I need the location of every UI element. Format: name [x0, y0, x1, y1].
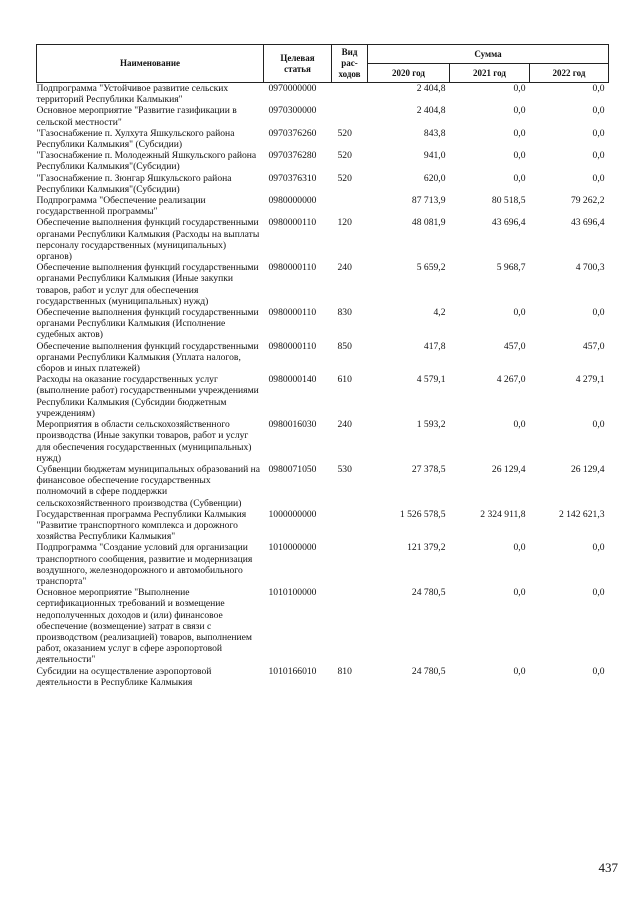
table-row: [37, 419, 609, 464]
row-name: "Газоснабжение п. Молодежный Яшкульского района Республики Калмыкия"(Субсидии): [36, 150, 257, 173]
row-target-code: 0980000110: [268, 340, 317, 352]
row-expense-type: 240: [337, 262, 352, 274]
row-expense-type: 530: [337, 463, 352, 475]
header-year-2020: 2020 год: [368, 64, 450, 83]
table-row: [37, 105, 609, 127]
row-target-code: 0970000000: [268, 83, 317, 94]
table-header: [37, 45, 609, 83]
row-expense-type: [332, 195, 368, 217]
row-amount-2020: 620,0: [423, 172, 446, 184]
row-amount-2022: 0,0: [592, 307, 605, 319]
row-name: Субвенции бюджетам муниципальных образований на финансовое обеспечение государственных полномочий в сфере поддержки сельскохозяйственного производства (Субвенции): [36, 463, 261, 509]
row-amount-2021: 5 968,7: [496, 262, 526, 274]
row-amount-2021: 2 324 911,8: [480, 508, 526, 520]
row-amount-2020: 417,8: [423, 340, 446, 352]
header-type: Вид рас-ходов: [332, 45, 368, 83]
row-amount-2021: 0,0: [513, 587, 526, 599]
row-amount-2020: 27 378,5: [411, 463, 446, 475]
header-name: Наименование: [37, 45, 264, 83]
row-target-code: 1010000000: [268, 542, 317, 554]
row-target-code: 0970376310: [268, 172, 317, 184]
budget-table: [36, 44, 609, 688]
row-amount-2022: 0,0: [592, 127, 605, 139]
row-amount-2020: 941,0: [423, 150, 446, 162]
table-row: [37, 150, 609, 172]
row-amount-2022: 0,0: [592, 665, 605, 677]
row-target-code: 0980000110: [268, 262, 317, 274]
table-row: [37, 173, 609, 195]
row-amount-2022: 0,0: [592, 172, 605, 184]
header-year-2022: 2022 год: [530, 64, 609, 83]
table-row: [37, 509, 609, 543]
row-amount-2020: 2 404,8: [416, 83, 446, 94]
row-target-code: 0970300000: [268, 105, 317, 117]
row-amount-2021: 26 129,4: [491, 463, 526, 475]
row-target-code: 0980016030: [268, 419, 317, 431]
row-expense-type: 850: [337, 340, 352, 352]
table-body: [37, 83, 609, 688]
row-name: Подпрограмма "Устойчивое развитие сельских территорий Республики Калмыкия": [36, 83, 229, 106]
row-name: Субсидии на осуществление аэропортовой деятельности в Республике Калмыкия: [36, 665, 212, 688]
row-amount-2021: 0,0: [513, 419, 526, 431]
table-row: [37, 666, 609, 688]
table-row: [37, 195, 609, 217]
row-amount-2020: 4 579,1: [416, 374, 446, 386]
table-row: [37, 464, 609, 509]
row-amount-2020: 24 780,5: [411, 665, 446, 677]
table-row: [37, 341, 609, 375]
table-row: [37, 374, 609, 419]
row-expense-type: [332, 542, 368, 587]
row-target-code: 0980000140: [268, 374, 317, 386]
row-expense-type: 240: [337, 419, 352, 431]
row-name: Основное мероприятие "Развитие газификации в сельской местности": [36, 105, 237, 128]
row-amount-2021: 0,0: [513, 307, 526, 319]
row-amount-2020: 87 713,9: [411, 195, 446, 207]
row-expense-type: 830: [337, 307, 352, 319]
row-expense-type: [332, 83, 368, 106]
row-expense-type: [332, 509, 368, 543]
row-amount-2020: 48 081,9: [411, 217, 446, 229]
row-amount-2020: 24 780,5: [411, 587, 446, 599]
table-row: [37, 217, 609, 262]
row-amount-2021: 0,0: [513, 665, 526, 677]
row-target-code: 0980071050: [268, 463, 317, 475]
row-amount-2020: 843,8: [423, 127, 446, 139]
row-amount-2021: 4 267,0: [496, 374, 526, 386]
row-name: Обеспечение выполнения функций государственными органами Республики Калмыкия (Исполнение судебных актов): [36, 307, 259, 341]
header-code: Целевая статья: [264, 45, 332, 83]
row-amount-2021: 0,0: [513, 127, 526, 139]
row-expense-type: 520: [337, 172, 352, 184]
row-amount-2022: 457,0: [582, 340, 605, 352]
row-amount-2022: 0,0: [592, 587, 605, 599]
row-target-code: 0970376280: [268, 150, 317, 162]
row-amount-2022: 79 262,2: [570, 195, 605, 207]
row-amount-2022: 0,0: [592, 105, 605, 117]
table-row: [37, 307, 609, 341]
row-amount-2022: 0,0: [592, 83, 605, 94]
row-amount-2020: 1 593,2: [416, 419, 446, 431]
row-amount-2022: 4 279,1: [575, 374, 605, 386]
row-amount-2020: 1 526 578,5: [399, 508, 446, 520]
row-amount-2022: 0,0: [592, 419, 605, 431]
row-amount-2020: 5 659,2: [416, 262, 446, 274]
row-amount-2021: 0,0: [513, 172, 526, 184]
row-amount-2022: 2 142 621,3: [558, 508, 605, 520]
row-amount-2021: 80 518,5: [491, 195, 526, 207]
row-target-code: 1010166010: [268, 665, 317, 677]
table-row: [37, 542, 609, 587]
row-amount-2021: 0,0: [513, 542, 526, 554]
row-name: Подпрограмма "Обеспечение реализации государственной программы": [36, 195, 206, 218]
row-name: Основное мероприятие "Выполнение сертификационных требований и возмещение недополученных доходов и (или) финансовое обеспечение (возмещение) затрат в связи с производством (реализацией) товаров, выполнением работ, оказанием услуг в сфере аэропортовой деятельности": [36, 587, 252, 666]
table-row: [37, 83, 609, 106]
row-name: Обеспечение выполнения функций государственными органами Республики Калмыкия (Иные закупки товаров, работ и услуг для обеспечения государственных (муниципальных) нужд): [36, 262, 259, 307]
row-amount-2022: 0,0: [592, 542, 605, 554]
row-expense-type: 810: [337, 665, 352, 677]
row-name: "Газоснабжение п. Хулхута Яшкульского района Республики Калмыкия" (Субсидии): [36, 127, 235, 151]
row-amount-2022: 43 696,4: [570, 217, 605, 229]
page-number: 437: [598, 860, 618, 875]
table-row: [37, 587, 609, 665]
row-amount-2020: 121 379,2: [407, 542, 446, 554]
table-row: [37, 128, 609, 150]
row-amount-2021: 0,0: [513, 105, 526, 117]
row-name: Государственная программа Республики Калмыкия "Развитие транспортного комплекса и дорожного хозяйства Республики Калмыкия": [36, 508, 247, 543]
row-amount-2022: 26 129,4: [570, 463, 605, 475]
budget-document: [36, 44, 608, 688]
row-target-code: 0980000110: [268, 307, 317, 319]
row-expense-type: 610: [337, 374, 352, 386]
row-name: Расходы на оказание государственных услуг (выполнение работ) государственными учреждениями Республики Калмыкия (Субсидии бюджетным учреждениям): [36, 374, 259, 419]
row-amount-2021: 457,0: [503, 340, 526, 352]
row-amount-2021: 0,0: [513, 150, 526, 162]
row-amount-2022: 0,0: [592, 150, 605, 162]
row-name: "Газоснабжение п. Зюнгар Яшкульского района Республики Калмыкия"(Субсидии): [36, 172, 232, 195]
row-amount-2021: 43 696,4: [491, 217, 526, 229]
row-target-code: 0980000000: [268, 195, 317, 207]
row-amount-2020: 4,2: [433, 307, 446, 319]
row-expense-type: [332, 105, 368, 127]
row-name: Обеспечение выполнения функций государственными органами Республики Калмыкия (Расходы на выплаты персоналу государственных (муниципальных) органов): [36, 217, 260, 263]
row-amount-2022: 4 700,3: [575, 262, 605, 274]
row-name: Подпрограмма "Создание условий для организации транспортного сообщения, развитие и модернизация воздушного, железнодорожного и автомобильного транспорта": [36, 542, 253, 587]
table-row: [37, 262, 609, 307]
row-target-code: 0970376260: [268, 127, 317, 139]
row-target-code: 0980000110: [268, 217, 317, 229]
row-name: Обеспечение выполнения функций государственными органами Республики Калмыкия (Уплата налогов, сборов и иных платежей): [36, 340, 259, 375]
header-year-2021: 2021 год: [450, 64, 530, 83]
row-target-code: 1000000000: [268, 508, 317, 520]
row-expense-type: 120: [337, 217, 352, 229]
row-target-code: 1010100000: [268, 587, 317, 599]
row-amount-2020: 2 404,8: [416, 105, 446, 117]
row-expense-type: 520: [337, 150, 352, 162]
row-amount-2021: 0,0: [513, 83, 526, 94]
row-expense-type: [332, 587, 368, 665]
header-sum: Сумма: [368, 45, 609, 64]
row-name: Мероприятия в области сельскохозяйственного производства (Иные закупки товаров, работ и услуг для обеспечения государственных (муниципальных) нужд): [36, 419, 252, 464]
row-expense-type: 520: [337, 127, 352, 139]
